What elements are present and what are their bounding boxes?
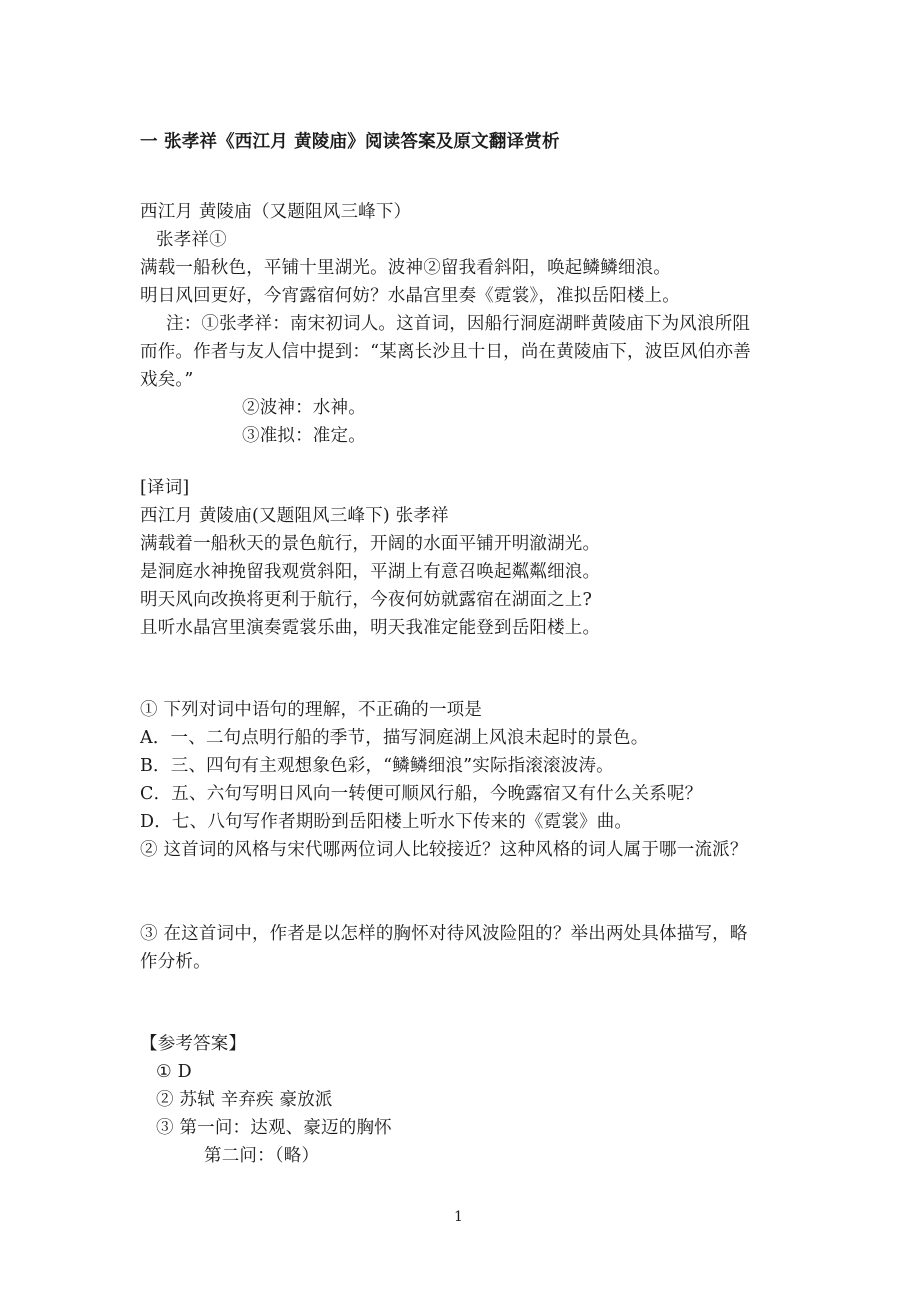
answer-3: ③ 第一问：达观、豪迈的胸怀	[156, 1118, 392, 1138]
question-1: ① 下列对词中语句的理解，不正确的一项是	[140, 700, 483, 720]
note-text: ③准拟：准定。	[242, 426, 366, 446]
poem-line: 满载一船秋色，平铺十里湖光。波神②留我看斜阳，唤起鳞鳞细浪。	[140, 258, 671, 278]
question-3-cont: 作分析。	[140, 952, 211, 972]
answers-label: 【参考答案】	[140, 1034, 247, 1054]
option-d: D．七、八句写作者期盼到岳阳楼上听水下传来的《霓裳》曲。	[140, 812, 633, 832]
answer-1: ① D	[156, 1062, 192, 1082]
note-text: 戏矣。”	[140, 370, 194, 390]
note-text: 而作。作者与友人信中提到：“某离长沙且十日，尚在黄陵庙下，波臣风伯亦善	[140, 342, 751, 362]
translation-line: 满载着一船秋天的景色航行，开阔的水面平铺开明澈湖光。	[140, 534, 601, 554]
note-text: 注：①张孝祥：南宋初词人。这首词，因船行洞庭湖畔黄陵庙下为风浪所阻	[166, 314, 751, 334]
translation-line: 明天风向改换将更利于航行，今夜何妨就露宿在湖面之上?	[140, 590, 593, 610]
question-2: ② 这首词的风格与宋代哪两位词人比较接近？这种风格的词人属于哪一流派？	[140, 840, 748, 860]
option-a: A．一、二句点明行船的季节，描写洞庭湖上风浪未起时的景色。	[140, 728, 649, 748]
note-text: ②波神：水神。	[242, 398, 366, 418]
translation-title: 西江月 黄陵庙(又题阻风三峰下) 张孝祥	[140, 506, 449, 526]
option-c: C．五、六句写明日风向一转便可顺风行船，今晚露宿又有什么关系呢？	[140, 784, 703, 804]
question-3: ③ 在这首词中，作者是以怎样的胸怀对待风波险阻的？举出两处具体描写，略	[140, 924, 748, 944]
option-b: B．三、四句有主观想象色彩，“鳞鳞细浪”实际指滚滚波涛。	[140, 756, 614, 776]
translation-label: [译词]	[140, 478, 190, 498]
poem-author: 张孝祥①	[156, 230, 227, 250]
translation-line: 且听水晶宫里演奏霓裳乐曲，明天我准定能登到岳阳楼上。	[140, 618, 601, 638]
poem-line: 明日风回更好，今宵露宿何妨？水晶宫里奏《霓裳》，准拟岳阳楼上。	[140, 286, 680, 306]
translation-line: 是洞庭水神挽留我观赏斜阳，平湖上有意召唤起粼粼细浪。	[140, 562, 601, 582]
document-heading: 一 张孝祥《西江月 黄陵庙》阅读答案及原文翻译赏析	[140, 132, 560, 152]
answer-2: ② 苏轼 辛弃疾 豪放派	[156, 1090, 333, 1110]
poem-title: 西江月 黄陵庙（又题阻风三峰下）	[140, 202, 412, 222]
page-number: 1	[454, 1209, 463, 1225]
answer-3-part-2: 第二问：（略）	[204, 1146, 320, 1166]
